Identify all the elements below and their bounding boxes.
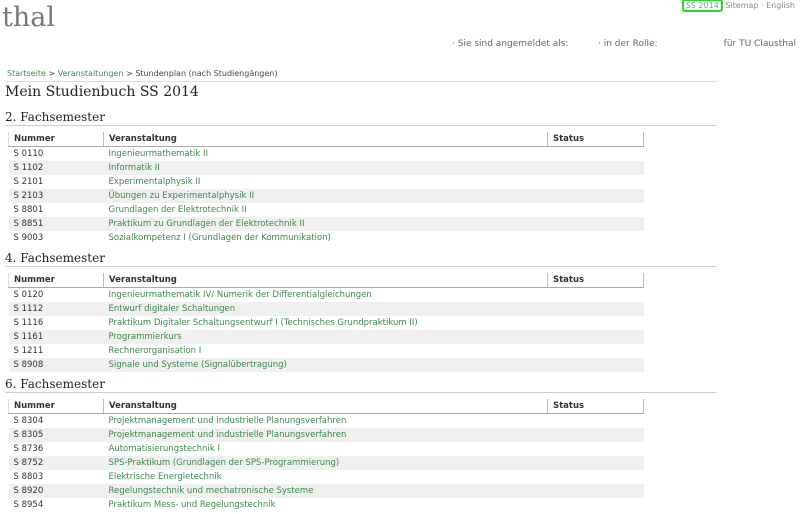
separator: · [761,1,764,10]
course-link[interactable]: Experimentalphysik II [108,177,201,187]
breadcrumb-events[interactable]: Veranstaltungen [57,69,124,78]
course-status [548,203,644,217]
institution-label: für TU Clausthal [723,39,796,49]
course-status [548,189,644,203]
course-number: S 1211 [13,346,44,356]
course-link[interactable]: Projektmanagement und industrielle Planungsverfahren [108,416,347,426]
table-row [9,302,644,316]
table-row [9,498,644,512]
table-row [9,428,644,442]
course-number: S 8908 [9,358,104,372]
course-status [548,161,644,175]
course-number: S 0120 [13,290,44,300]
course-link[interactable]: Sozialkompetenz I (Grundlagen der Kommunikation) [108,233,331,243]
table-row [9,344,644,358]
course-link[interactable]: Programmierkurs [108,332,182,342]
breadcrumb [7,69,717,82]
course-link[interactable]: Übungen zu Experimentalphysik II [108,191,255,201]
course-number: S 8801 [13,205,44,215]
course-number: S 8305 [9,428,104,442]
table-row [9,189,644,203]
course-number: S 8920 [9,484,104,498]
logged-in-label: · Sie sind angemeldet als: [452,39,569,49]
course-table [8,273,644,372]
course-link[interactable]: Grundlagen der Elektrotechnik II [108,205,247,215]
course-link[interactable]: Praktikum Mess- und Regelungstechnik [108,500,276,510]
course-status [548,175,644,189]
course-number: S 2103 [9,189,104,203]
column-header-veranstaltung: Veranstaltung [104,273,548,288]
table-row [9,456,644,470]
course-number: S 2101 [13,177,44,187]
column-header-veranstaltung: Veranstaltung [104,132,548,147]
table-row [9,147,644,162]
column-header-nummer: Nummer [9,273,104,288]
table-row [9,414,644,429]
course-link[interactable]: Praktikum zu Grundlagen der Elektrotechnik II [108,219,305,229]
semester-section [5,110,716,245]
semester-section [5,377,716,512]
course-link[interactable]: Rechnerorganisation I [108,346,202,356]
english-link[interactable]: English [766,1,795,10]
course-status [548,330,644,344]
course-status [548,344,644,358]
logo: thal [2,2,55,33]
course-number: S 0110 [13,149,44,159]
table-row [9,330,644,344]
table-row [9,217,644,231]
column-header-status: Status [548,132,644,147]
semester-link[interactable]: SS 2014 [682,0,723,12]
course-status [548,442,644,456]
course-status [548,217,644,231]
table-row [9,358,644,372]
course-number: S 8736 [13,444,44,454]
top-links [682,1,795,10]
course-status [548,456,644,470]
course-link[interactable]: Projektmanagement und industrielle Planungsverfahren [108,430,347,440]
column-header-nummer: Nummer [9,399,104,414]
course-status [548,428,644,442]
course-link[interactable]: Regelungstechnik und mechatronische Systeme [108,486,314,496]
course-number: S 8954 [13,500,44,510]
course-status [548,147,644,162]
course-number: S 1112 [9,302,104,316]
course-link[interactable]: Automatisierungstechnik I [108,444,221,454]
section-heading: 6. Fachsemester [5,377,716,393]
course-status [548,288,644,303]
course-status [548,414,644,429]
course-link[interactable]: Signale und Systeme (Signalübertragung) [108,360,287,370]
course-number: S 8304 [13,416,44,426]
table-row [9,231,644,245]
course-number: S 8752 [9,456,104,470]
course-link[interactable]: SPS-Praktikum (Grundlagen der SPS-Programmierung) [108,458,340,468]
breadcrumb-current: Stundenplan (nach Studiengängen) [135,69,278,78]
table-row [9,316,644,330]
breadcrumb-sep: > [126,69,133,78]
table-row [9,442,644,456]
course-number: S 8851 [9,217,104,231]
course-status [548,470,644,484]
table-row [9,175,644,189]
course-number: S 1116 [13,318,44,328]
course-number: S 8803 [13,472,44,482]
course-status [548,302,644,316]
course-link[interactable]: Ingenieurmathematik II [108,149,208,159]
role-label: · in der Rolle: [598,39,658,49]
table-row [9,161,644,175]
course-number: S 1161 [9,330,104,344]
course-link[interactable]: Entwurf digitaler Schaltungen [108,304,236,314]
column-header-status: Status [548,399,644,414]
course-number: S 9003 [13,233,44,243]
course-link[interactable]: Informatik II [108,163,160,173]
breadcrumb-sep: > [48,69,56,78]
section-heading: 4. Fachsemester [5,251,716,267]
column-header-nummer: Nummer [9,132,104,147]
course-status [548,316,644,330]
sitemap-link[interactable]: Sitemap [725,1,759,10]
section-heading: 2. Fachsemester [5,110,716,126]
breadcrumb-home[interactable]: Startseite [7,69,46,78]
course-status [548,484,644,498]
course-table [8,399,644,512]
table-row [9,470,644,484]
column-header-status: Status [548,273,644,288]
course-table [8,132,644,245]
table-row [9,203,644,217]
table-row [9,288,644,303]
course-number: S 1102 [9,161,104,175]
column-header-veranstaltung: Veranstaltung [104,399,548,414]
semester-section [5,251,716,372]
course-status [548,231,644,245]
table-row [9,484,644,498]
page-title: Mein Studienbuch SS 2014 [5,84,199,100]
course-status [548,358,644,372]
course-status [548,498,644,512]
course-link[interactable]: Praktikum Digitaler Schaltungsentwurf I (Technisches Grundpraktikum II) [108,318,418,328]
course-link[interactable]: Ingenieurmathematik IV/ Numerik der Differentialgleichungen [108,290,372,300]
course-link[interactable]: Elektrische Energietechnik [108,472,222,482]
